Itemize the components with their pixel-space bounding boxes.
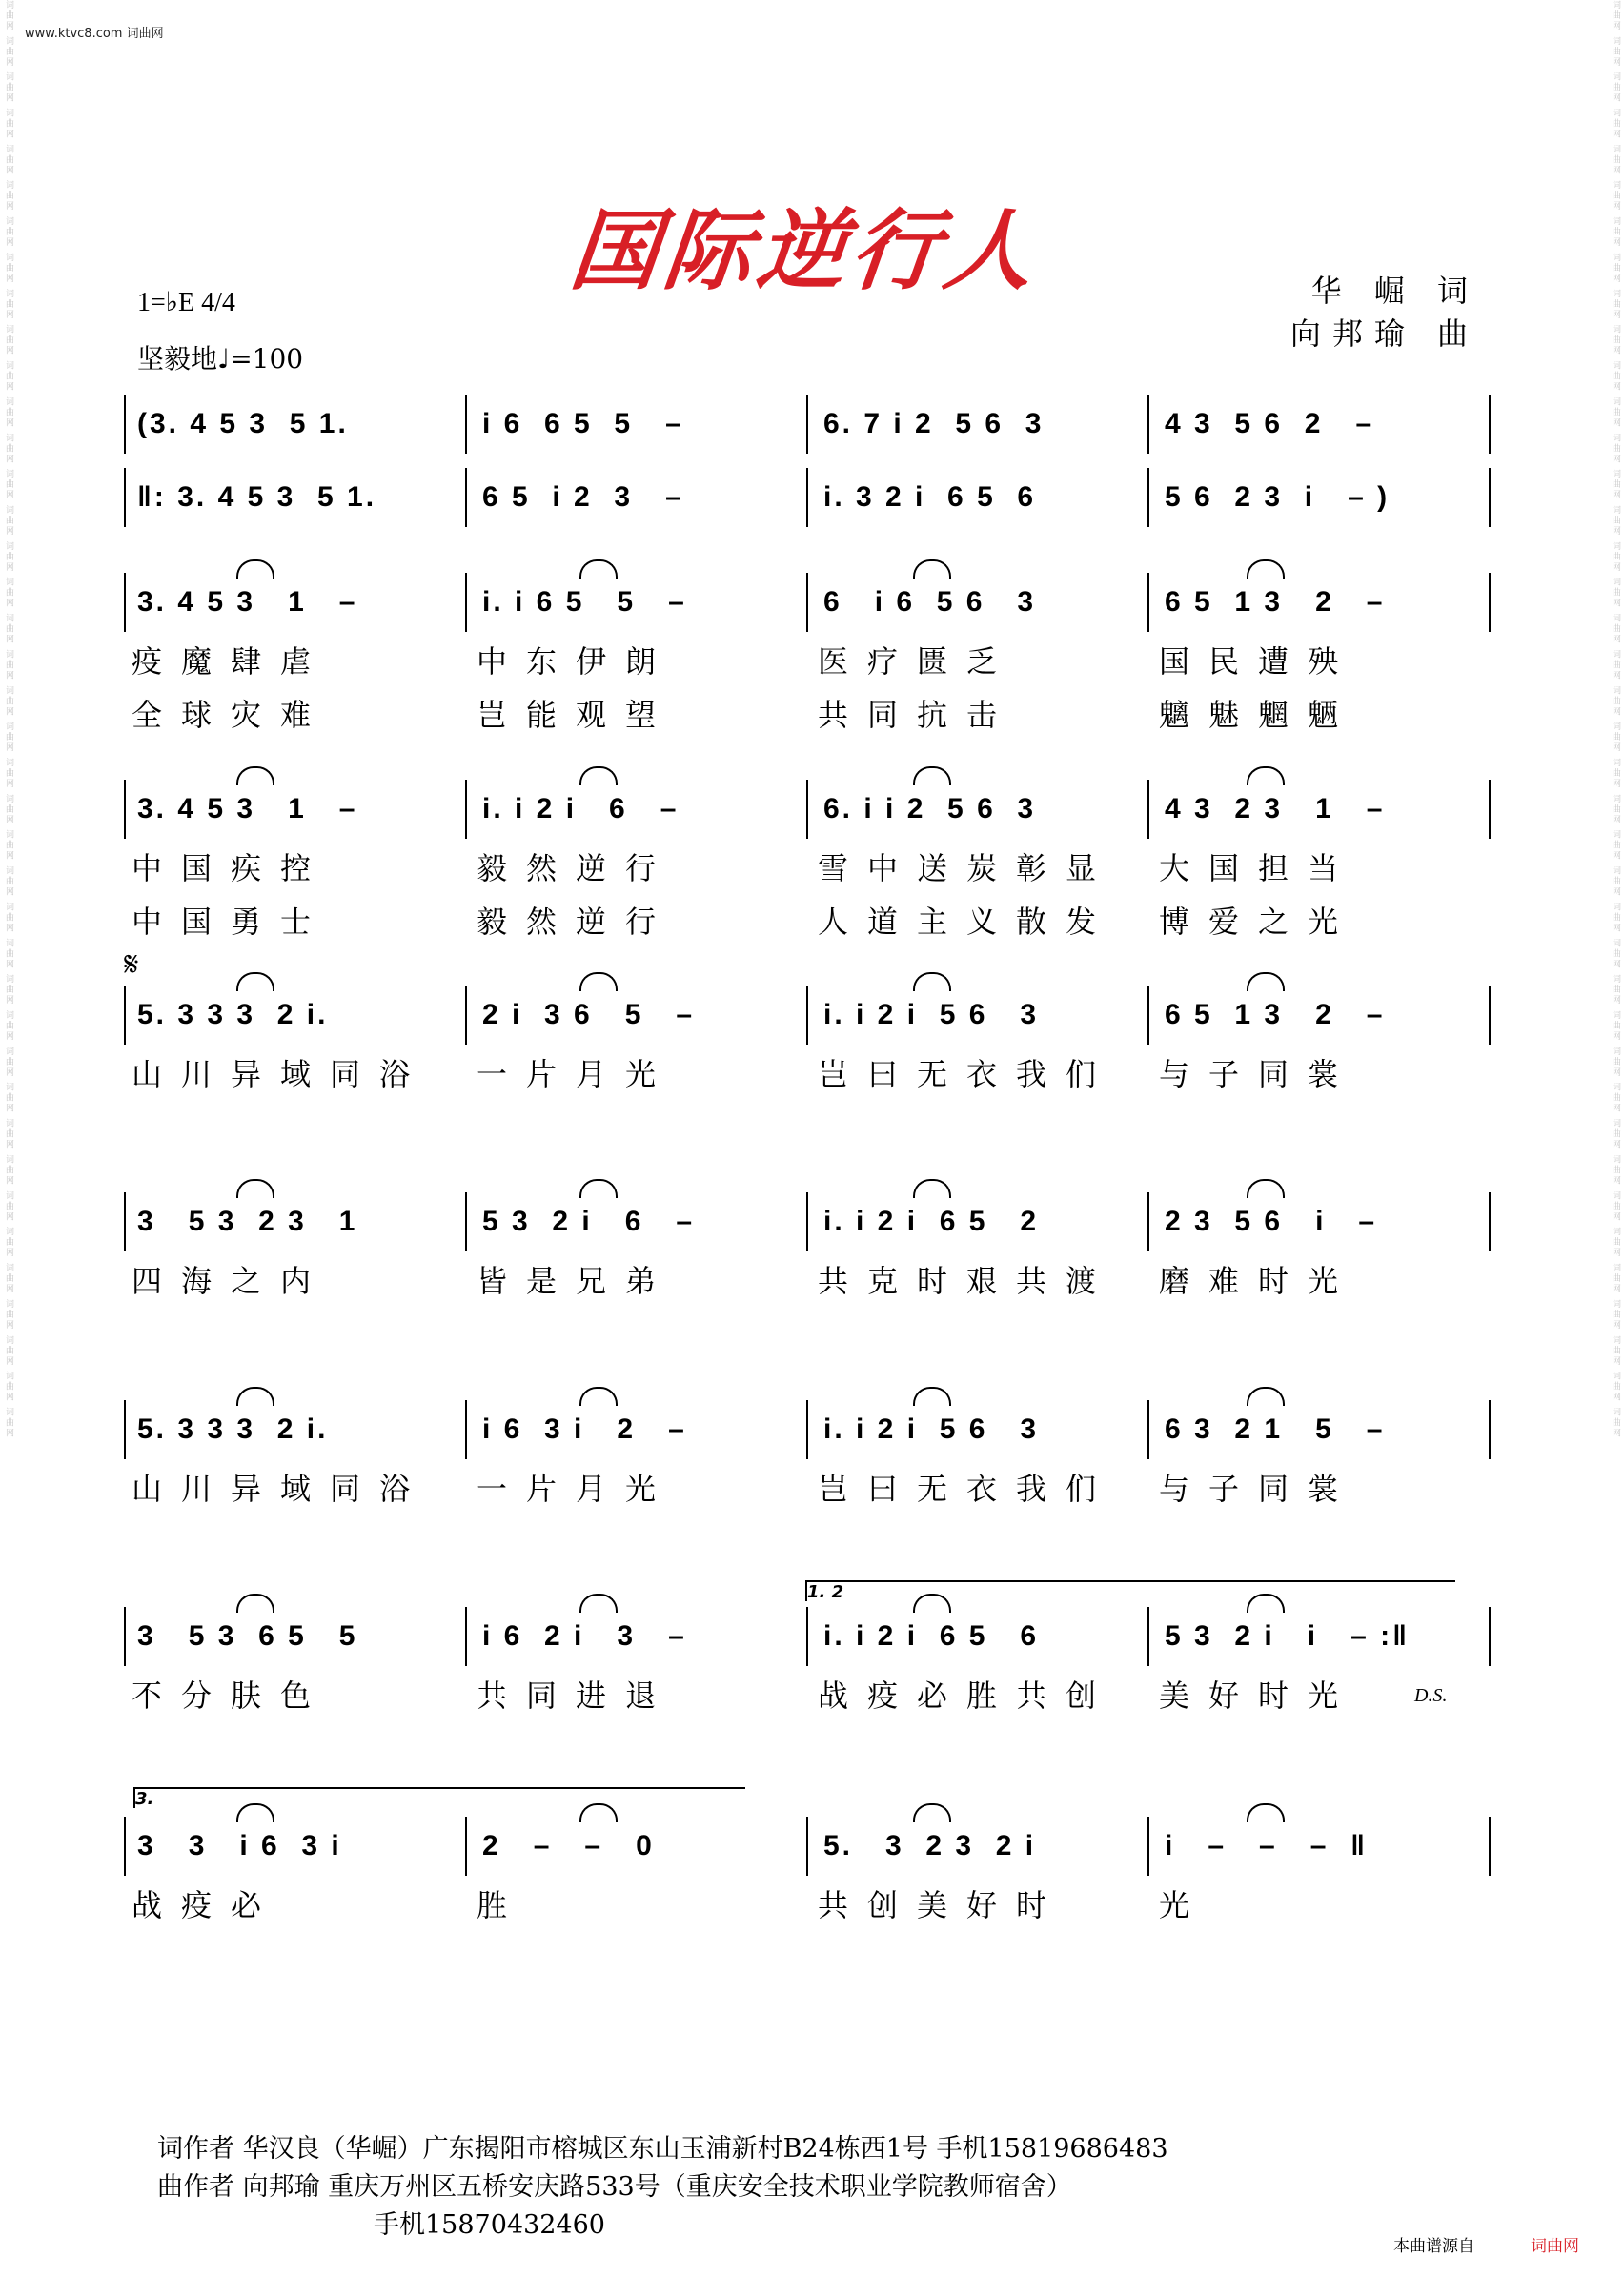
measure: 2 3 5 6 i – <box>1165 1206 1378 1237</box>
lyric-measure: 魑魅魍魉 <box>1159 697 1358 733</box>
bar-line <box>1489 1817 1491 1876</box>
lyric-measure: 全球灾难 <box>132 697 331 733</box>
bar-line <box>465 395 467 454</box>
score-system <box>132 1620 1494 1725</box>
bar-line <box>806 1400 808 1459</box>
lyric-measure: 共创美好时 <box>818 1887 1066 1923</box>
measure: 5. 3 3 3 2 i. <box>137 999 329 1030</box>
slur-icon <box>579 1594 618 1613</box>
bar-line <box>806 573 808 632</box>
bar-line <box>1489 780 1491 839</box>
slur-icon <box>579 559 618 579</box>
slur-icon <box>579 766 618 785</box>
bar-line <box>806 468 808 527</box>
bar-line <box>465 1817 467 1876</box>
lyric-measure: 光 <box>1159 1887 1209 1923</box>
lyric-measure: 岂能观望 <box>477 697 676 733</box>
lyric-line <box>132 1465 1494 1518</box>
score-system <box>132 586 1494 744</box>
measure: i. i 2 i 6 5 2 <box>823 1206 1040 1237</box>
bar-line <box>124 1192 126 1251</box>
note-row <box>132 999 1494 1050</box>
bar-line <box>1147 780 1149 839</box>
lyricist: 华 崛 词 <box>1310 273 1479 309</box>
lyric-measure: 战疫必胜共创 <box>818 1677 1116 1714</box>
note-row <box>132 408 1494 459</box>
note-row <box>132 1830 1494 1881</box>
score-system <box>132 481 1494 533</box>
lyric-measure: 山川异域同浴 <box>132 1471 430 1507</box>
measure: 3. 4 5 3 1 – <box>137 793 358 824</box>
measure: i 6 3 i 2 – <box>482 1413 687 1445</box>
note-row <box>132 481 1494 533</box>
measure: 5. 3 3 3 2 i. <box>137 1413 329 1445</box>
score-system <box>132 999 1494 1104</box>
measure: 2 – – 0 <box>482 1830 655 1861</box>
bar-line <box>806 986 808 1045</box>
lyric-measure: 中东伊朗 <box>477 643 676 680</box>
lyric-line <box>132 691 1494 744</box>
slur-icon <box>236 972 274 991</box>
measure: 6 i 6 5 6 3 <box>823 586 1037 618</box>
score-system <box>132 408 1494 459</box>
slur-icon <box>1247 972 1285 991</box>
bar-line <box>465 780 467 839</box>
lyric-line <box>132 1672 1494 1725</box>
footer-lyricist: 词作者 华汉良（华崛）广东揭阳市榕城区东山玉浦新村B24栋西1号 手机15819686483 <box>157 2134 1168 2164</box>
bar-line <box>806 780 808 839</box>
lyric-measure: 一片月光 <box>477 1471 676 1507</box>
slur-icon <box>913 766 951 785</box>
slur-icon <box>1247 1179 1285 1198</box>
bar-line <box>124 780 126 839</box>
note-row <box>132 793 1494 844</box>
measure: i. i 2 i 5 6 3 <box>823 1413 1040 1445</box>
bar-line <box>1147 573 1149 632</box>
measure: i 6 2 i 3 – <box>482 1620 687 1652</box>
ds-marking: D.S. <box>1414 1685 1448 1706</box>
lyric-measure: 共同进退 <box>477 1677 676 1714</box>
lyric-line <box>132 638 1494 691</box>
note-row <box>132 1206 1494 1257</box>
measure: 4 3 2 3 1 – <box>1165 793 1386 824</box>
measure: 3 5 3 6 5 5 <box>137 1620 358 1652</box>
slur-icon <box>236 1179 274 1198</box>
bar-line <box>1489 986 1491 1045</box>
lyric-measure: 四海之内 <box>132 1263 331 1299</box>
bar-line <box>806 395 808 454</box>
measure: i. i 2 i 6 – <box>482 793 680 824</box>
measure: i – – – ‖ <box>1165 1830 1368 1861</box>
lyric-measure: 共同抗击 <box>818 697 1017 733</box>
measure: (3. 4 5 3 5 1. <box>137 408 349 439</box>
side-watermark-right: 词曲网 词曲网 词曲网 词曲网 词曲网 词曲网 词曲网 词曲网 词曲网 词曲网 词曲网 词曲网 词曲网 词曲网 词曲网 词曲网 词曲网 词曲网 词曲网 词曲网 词曲网 词曲网 词曲网 词曲网 词曲网 词曲网 词曲网 词曲网 词曲网 词曲网 词曲网 词曲网 词曲网 词曲网 词曲网 词曲网 词曲网 词曲网 词曲网 词曲网 <box>1611 0 1620 1439</box>
slur-icon <box>913 1179 951 1198</box>
bar-line <box>465 986 467 1045</box>
bar-line <box>465 1607 467 1666</box>
slur-icon <box>236 559 274 579</box>
bar-line <box>1147 1400 1149 1459</box>
footer-composer: 曲作者 向邦瑜 重庆万州区五桥安庆路533号（重庆安全技术职业学院教师宿舍） <box>157 2172 1072 2202</box>
measure: 6. 7 i 2 5 6 3 <box>823 408 1045 439</box>
slur-icon <box>236 1594 274 1613</box>
bar-line <box>124 986 126 1045</box>
bar-line <box>1489 1400 1491 1459</box>
slur-icon <box>913 1387 951 1406</box>
source-note: 本曲谱源自 <box>1393 2237 1474 2256</box>
note-row <box>132 1620 1494 1672</box>
footer-phone: 手机15870432460 <box>374 2210 605 2240</box>
lyric-line <box>132 1050 1494 1104</box>
score-system <box>132 793 1494 951</box>
bar-line <box>1147 1192 1149 1251</box>
composer: 向邦瑜 曲 <box>1289 315 1479 352</box>
lyric-measure: 博爱之光 <box>1159 904 1358 940</box>
lyric-measure: 人道主义散发 <box>818 904 1116 940</box>
bar-line <box>465 573 467 632</box>
lyric-measure: 毅然逆行 <box>477 904 676 940</box>
slur-icon <box>236 766 274 785</box>
slur-icon <box>913 1803 951 1822</box>
measure: 6 5 i 2 3 – <box>482 481 684 513</box>
lyric-measure: 雪中送炭彰显 <box>818 850 1116 886</box>
lyric-line <box>132 1881 1494 1935</box>
segno-icon: 𝄋 <box>124 945 139 985</box>
score-system <box>132 1413 1494 1518</box>
bar-line <box>1147 1817 1149 1876</box>
bar-line <box>124 573 126 632</box>
side-watermark-left: 词曲网 词曲网 词曲网 词曲网 词曲网 词曲网 词曲网 词曲网 词曲网 词曲网 词曲网 词曲网 词曲网 词曲网 词曲网 词曲网 词曲网 词曲网 词曲网 词曲网 词曲网 词曲网 词曲网 词曲网 词曲网 词曲网 词曲网 词曲网 词曲网 词曲网 词曲网 词曲网 词曲网 词曲网 词曲网 词曲网 词曲网 词曲网 词曲网 词曲网 <box>4 0 13 1439</box>
bar-line <box>465 1192 467 1251</box>
lyric-measure: 岂曰无衣我们 <box>818 1056 1116 1092</box>
bar-line <box>124 1400 126 1459</box>
measure: i. 3 2 i 6 5 6 <box>823 481 1037 513</box>
slur-icon <box>236 1387 274 1406</box>
slur-icon <box>1247 1803 1285 1822</box>
measure: 5 3 2 i i – :‖ <box>1165 1620 1411 1652</box>
lyric-measure: 战疫必 <box>132 1887 281 1923</box>
source-site: 词曲网 <box>1531 2237 1579 2256</box>
lyric-line <box>132 1257 1494 1311</box>
note-row <box>132 586 1494 638</box>
lyric-measure: 不分肤色 <box>132 1677 331 1714</box>
score-system <box>132 1830 1494 1935</box>
lyric-measure: 皆是兄弟 <box>477 1263 676 1299</box>
lyric-measure: 毅然逆行 <box>477 850 676 886</box>
bar-line <box>806 1817 808 1876</box>
song-title: 国际逆行人 <box>565 199 1044 302</box>
slur-icon <box>1247 559 1285 579</box>
bar-line <box>465 1400 467 1459</box>
lyric-measure: 山川异域同浴 <box>132 1056 430 1092</box>
bar-line <box>1147 468 1149 527</box>
measure: 5 6 2 3 i – ) <box>1165 481 1391 513</box>
bar-line <box>806 1607 808 1666</box>
lyric-measure: 与子同裳 <box>1159 1056 1358 1092</box>
measure: 5. 3 2 3 2 i <box>823 1830 1037 1861</box>
lyric-measure: 共克时艰共渡 <box>818 1263 1116 1299</box>
measure: 3 3 i 6 3 i <box>137 1830 342 1861</box>
measure: i. i 6 5 5 – <box>482 586 687 618</box>
measure: 4 3 5 6 2 – <box>1165 408 1375 439</box>
bar-line <box>806 1192 808 1251</box>
bar-line <box>124 395 126 454</box>
bar-line <box>124 468 126 527</box>
lyric-measure: 中国勇士 <box>132 904 331 940</box>
volta-1-2: 1. 2 <box>805 1580 1455 1601</box>
score-system <box>132 1206 1494 1311</box>
measure: 6 5 1 3 2 – <box>1165 999 1386 1030</box>
site-url: www.ktvc8.com 词曲网 <box>25 27 164 41</box>
slur-icon <box>579 1179 618 1198</box>
measure: ‖: 3. 4 5 3 5 1. <box>137 481 377 513</box>
lyric-measure: 医疗匮乏 <box>818 643 1017 680</box>
lyric-measure: 磨难时光 <box>1159 1263 1358 1299</box>
slur-icon <box>1247 1387 1285 1406</box>
measure: 6 5 1 3 2 – <box>1165 586 1386 618</box>
measure: 6 3 2 1 5 – <box>1165 1413 1386 1445</box>
bar-line <box>1147 1607 1149 1666</box>
lyric-measure: 与子同裳 <box>1159 1471 1358 1507</box>
bar-line <box>124 1607 126 1666</box>
bar-line <box>1147 986 1149 1045</box>
measure: 5 3 2 i 6 – <box>482 1206 696 1237</box>
bar-line <box>465 468 467 527</box>
bar-line <box>1489 1192 1491 1251</box>
note-row <box>132 1413 1494 1465</box>
measure: i 6 6 5 5 – <box>482 408 684 439</box>
lyric-measure: 中国疾控 <box>132 850 331 886</box>
measure: 3 5 3 2 3 1 <box>137 1206 358 1237</box>
bar-line <box>1489 573 1491 632</box>
lyric-measure: 国民遭殃 <box>1159 643 1358 680</box>
bar-line <box>1489 1607 1491 1666</box>
slur-icon <box>913 559 951 579</box>
volta-3: 3. <box>133 1787 745 1808</box>
measure: i. i 2 i 6 5 6 <box>823 1620 1040 1652</box>
lyric-measure: 一片月光 <box>477 1056 676 1092</box>
measure: 3. 4 5 3 1 – <box>137 586 358 618</box>
measure: 2 i 3 6 5 – <box>482 999 696 1030</box>
lyric-line <box>132 844 1494 898</box>
bar-line <box>1147 395 1149 454</box>
slur-icon <box>1247 766 1285 785</box>
slur-icon <box>579 972 618 991</box>
measure: 6. i i 2 5 6 3 <box>823 793 1037 824</box>
measure: i. i 2 i 5 6 3 <box>823 999 1040 1030</box>
bar-line <box>124 1817 126 1876</box>
lyric-measure: 岂曰无衣我们 <box>818 1471 1116 1507</box>
slur-icon <box>579 1387 618 1406</box>
bar-line <box>1489 468 1491 527</box>
bar-line <box>1489 395 1491 454</box>
lyric-measure: 疫魔肆虐 <box>132 643 331 680</box>
tempo-marking: 坚毅地♩=100 <box>137 343 304 375</box>
slur-icon <box>913 972 951 991</box>
lyric-measure: 胜 <box>477 1887 527 1923</box>
lyric-measure: 美好时光 <box>1159 1677 1358 1714</box>
key-signature: 1=♭E 4/4 <box>137 288 235 317</box>
lyric-measure: 大国担当 <box>1159 850 1358 886</box>
lyric-line <box>132 898 1494 951</box>
